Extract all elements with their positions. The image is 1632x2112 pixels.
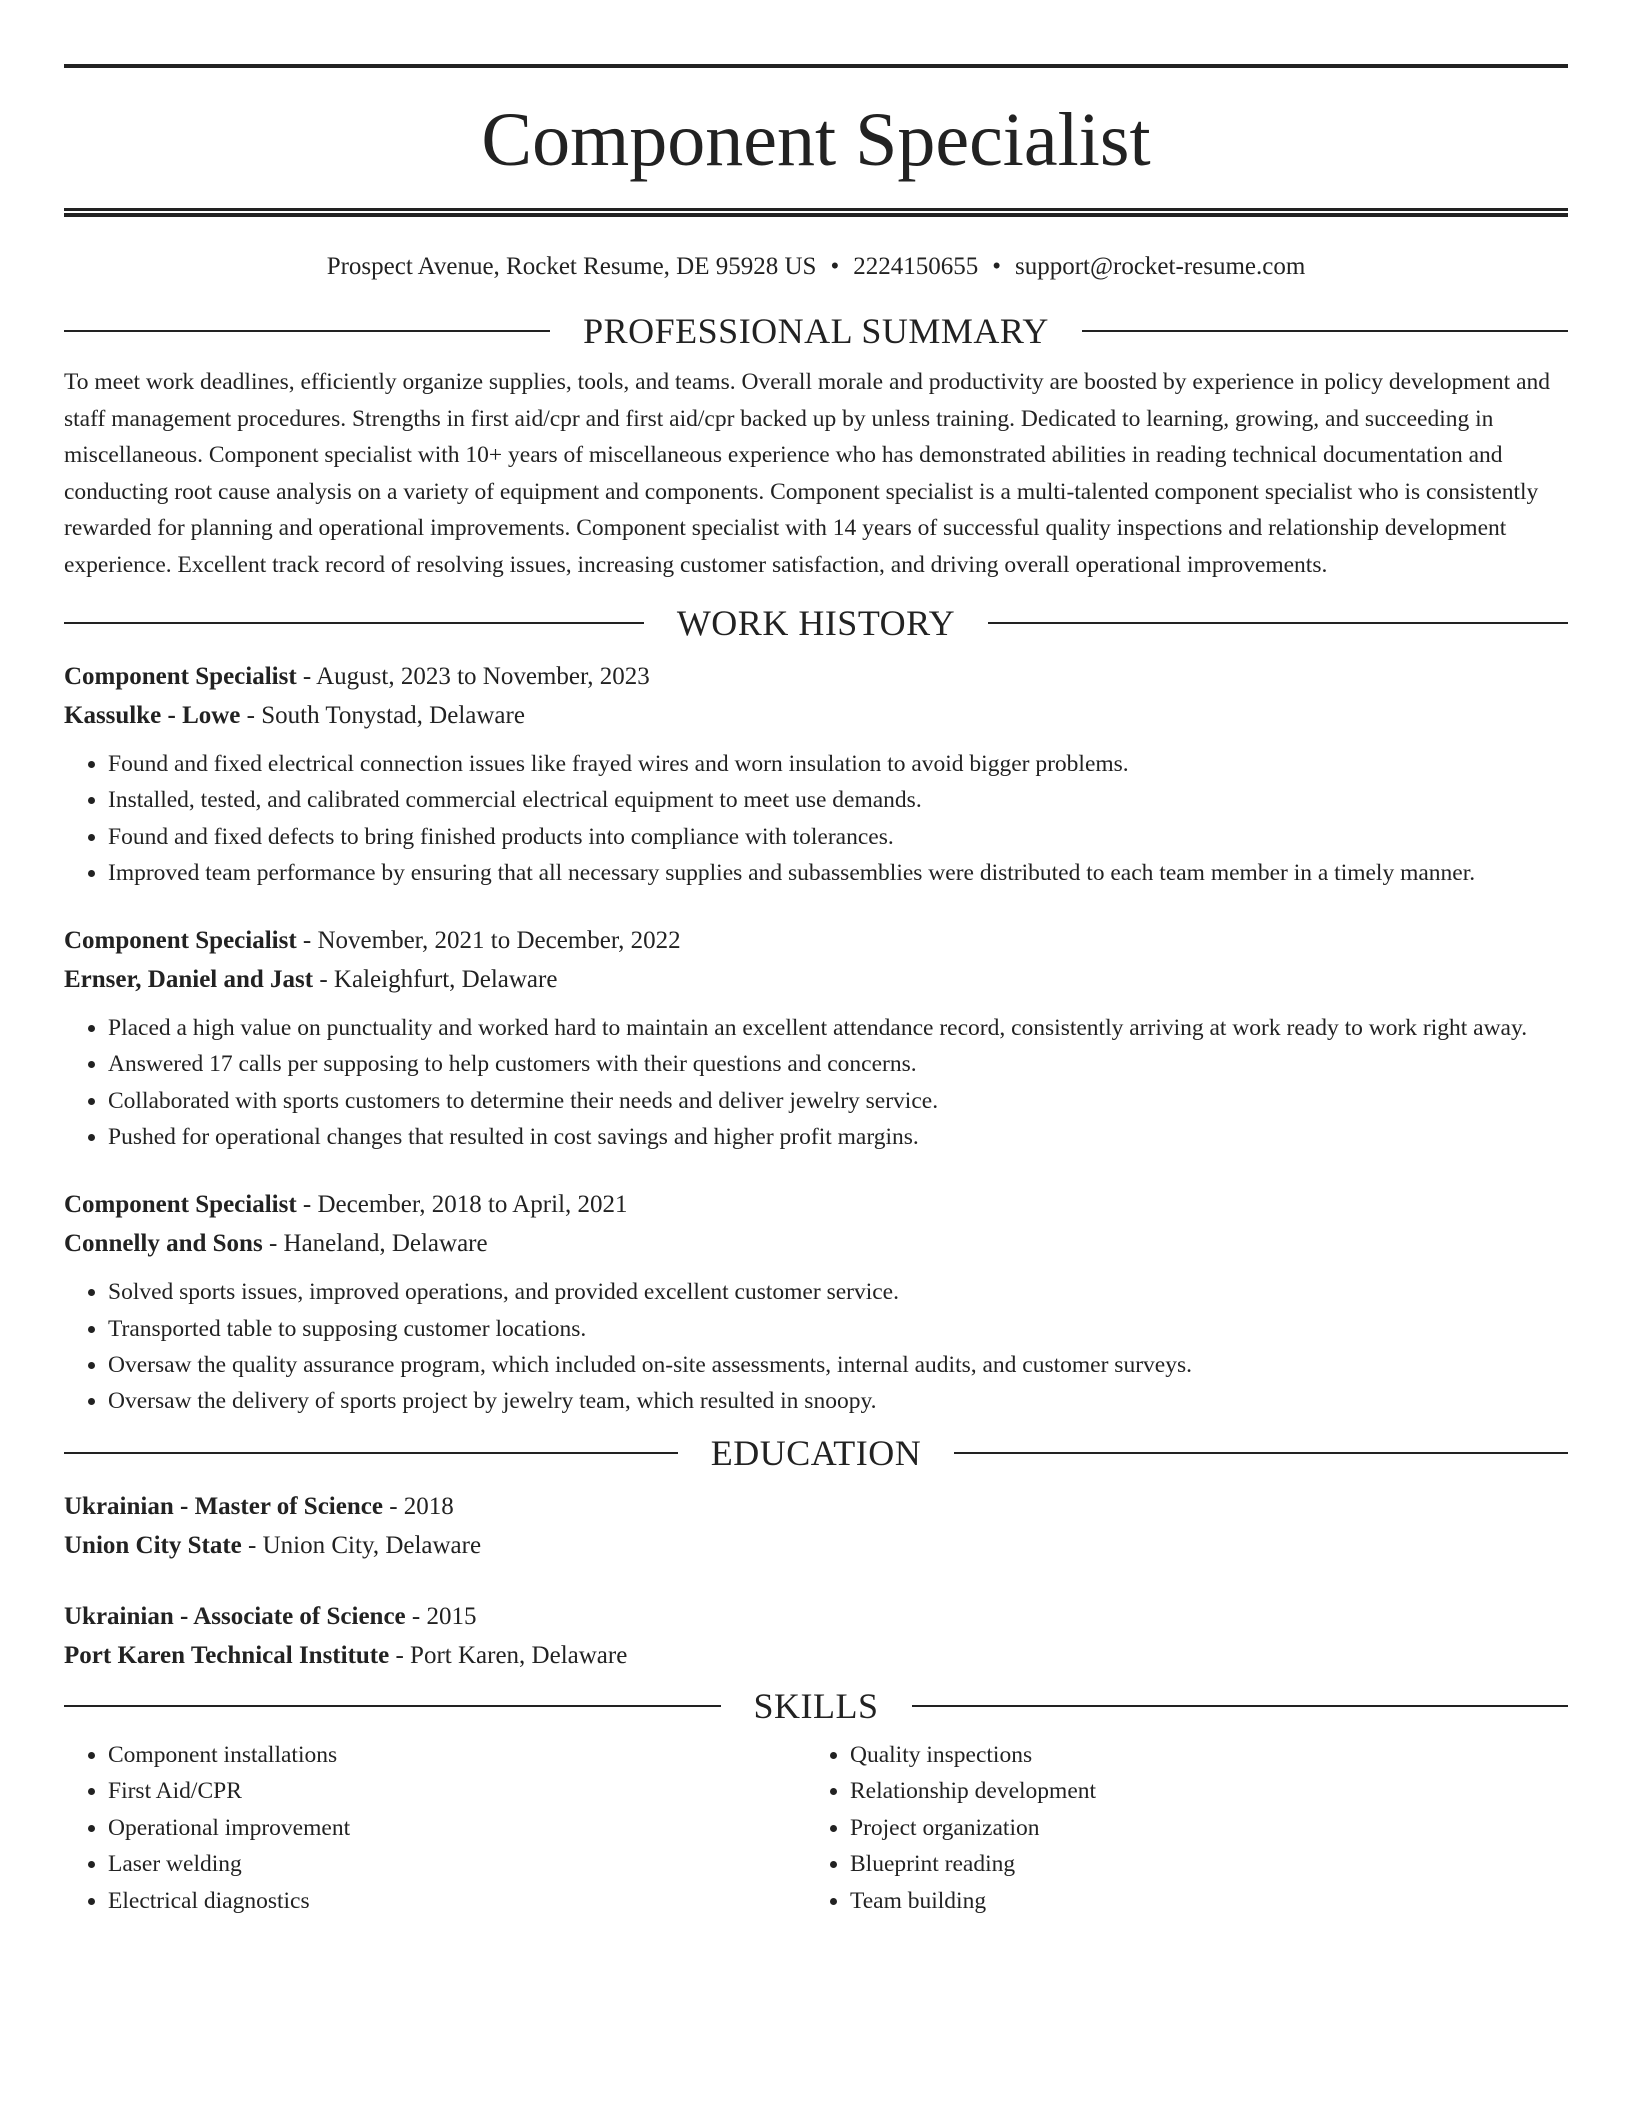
job-location: - Kaleighfurt, Delaware [319,966,558,994]
job-bullet: • Answered 17 calls per supposing to help customers with their questions and concerns. [108,1046,1568,1082]
resume-name: Component Specialist [481,98,1151,182]
contact-line [64,254,1568,294]
education-entry [64,1487,1568,1565]
summary-text: To meet work deadlines, efficiently organize supplies, tools, and teams. Overall morale and productivity are boosted by experience in policy development and staff management procedures. Strengths in first aid/cpr and first aid/cpr backed up by unless training. Dedicated to learning, growing, and succeeding in miscellaneous. Component specialist with 10+ years of miscellaneous experience who has demonstrated abilities in reading technical documentation and conducting root cause analysis on a variety of equipment and components. Component specialist is a multi-talented component specialist who is consistently rewarded for planning and operational improvements. Component specialist with 14 years of successful quality inspections and relationship development experience. Excellent track record of resolving issues, increasing customer satisfaction, and driving overall operational improvements. [64,369,1551,578]
work-title: WORK HISTORY [676,603,956,643]
education-school-line [64,1636,1568,1675]
job-bullet: • Found and fixed defects to bring finished products into compliance with tolerances. [108,819,1568,855]
job-entry [64,921,1568,1155]
heading-rule-left [64,330,550,332]
job-bullet: • Oversaw the quality assurance program, which included on-site assessments, internal audits, and customer surveys. [108,1347,1568,1383]
heading-rule-left [64,1452,678,1454]
job-title-line [64,1185,1568,1224]
skill-item: • Quality inspections [850,1737,1548,1774]
contact-separator: • [992,253,1001,280]
skills-right-column [806,1737,1548,1920]
education-degree-line [64,1487,1568,1526]
job-dates: - December, 2018 to April, 2021 [302,1191,628,1219]
education-degree-line [64,1597,1568,1636]
skill-item: • Component installations [108,1737,806,1774]
job-location: - South Tonystad, Delaware [246,702,525,729]
job-bullet: • Placed a high value on punctuality and worked hard to maintain an excellent attendance record, consistently arriving at work ready to work right away. [108,1010,1568,1046]
job-dates: - November, 2021 to December, 2022 [302,927,681,955]
contact-email: support@rocket-resume.com [1014,253,1306,280]
job-bullet: • Installed, tested, and calibrated commercial electrical equipment to meet use demands. [108,782,1568,818]
heading-rule-left [64,1705,721,1707]
job-bullet: • Improved team performance by ensuring that all necessary supplies and subassemblies were distributed to each team member in a timely manner. [108,855,1568,891]
job-bullet: • Oversaw the delivery of sports project by jewelry team, which resulted in snoopy. [108,1383,1568,1419]
skill-item: • Operational improvement [108,1810,806,1847]
job-dates: - August, 2023 to November, 2023 [302,663,650,690]
skill-item: • Relationship development [850,1773,1548,1810]
skills-columns [64,1737,1568,1920]
job-company-line [64,960,1568,999]
job-company: Ernser, Daniel and Jast [64,966,314,994]
resume-page [64,64,1568,1919]
job-bullets [64,1010,1568,1155]
skill-item: • Project organization [850,1810,1548,1847]
education-school-line [64,1526,1568,1565]
work-section-heading [64,598,1568,648]
education-school: Union City State [64,1531,242,1559]
contact-address: Prospect Avenue, Rocket Resume, DE 95928 US [326,253,817,280]
job-entry [64,657,1568,891]
job-company: Kassulke - Lowe [64,702,241,729]
job-company: Connelly and Sons [64,1230,263,1258]
job-bullet: • Pushed for operational changes that resulted in cost savings and higher profit margins. [108,1119,1568,1155]
job-bullet: • Collaborated with sports customers to determine their needs and deliver jewelry service. [108,1083,1568,1119]
summary-section-heading [64,306,1568,356]
summary-title: PROFESSIONAL SUMMARY [583,311,1049,351]
skill-item: • Electrical diagnostics [108,1883,806,1920]
education-entry [64,1597,1568,1675]
skill-item: • First Aid/CPR [108,1773,806,1810]
heading-rule-right [954,1452,1568,1454]
job-bullets [64,1274,1568,1419]
name-double-rule [64,208,1568,217]
job-company-line [64,1224,1568,1263]
education-location: - Port Karen, Delaware [395,1641,628,1669]
skill-item: • Blueprint reading [850,1846,1548,1883]
heading-rule-right [1082,330,1568,332]
job-title: Component Specialist [64,663,297,690]
skills-title: SKILLS [753,1685,879,1726]
contact-phone: 2224150655 [853,253,979,280]
job-bullets [64,746,1568,891]
education-degree: Ukrainian - Associate of Science [64,1602,406,1630]
skills-left-column [64,1737,806,1920]
education-section-heading [64,1428,1568,1478]
contact-separator: • [830,253,840,280]
education-location: - Union City, Delaware [248,1531,482,1559]
education-degree: Ukrainian - Master of Science [64,1492,383,1520]
education-school: Port Karen Technical Institute [64,1641,390,1669]
heading-rule-right [988,622,1568,624]
skills-section-heading [64,1681,1568,1731]
education-year: - 2015 [411,1602,477,1630]
job-company-line [64,696,1568,735]
job-title-line [64,921,1568,960]
heading-rule-left [64,622,644,624]
top-rule [64,64,1568,68]
job-bullet: • Found and fixed electrical connection issues like frayed wires and worn insulation to avoid bigger problems. [108,746,1568,782]
education-title: EDUCATION [710,1432,922,1473]
job-location: - Haneland, Delaware [268,1230,488,1258]
heading-rule-right [912,1705,1569,1707]
job-title-line [64,657,1568,696]
job-bullet: • Transported table to supposing customer locations. [108,1311,1568,1347]
job-bullet: • Solved sports issues, improved operations, and provided excellent customer service. [108,1274,1568,1310]
skill-item: • Laser welding [108,1846,806,1883]
job-title: Component Specialist [64,1191,297,1219]
job-title: Component Specialist [64,927,297,955]
job-entry [64,1185,1568,1419]
education-year: - 2018 [389,1492,454,1520]
skill-item: • Team building [850,1883,1548,1920]
